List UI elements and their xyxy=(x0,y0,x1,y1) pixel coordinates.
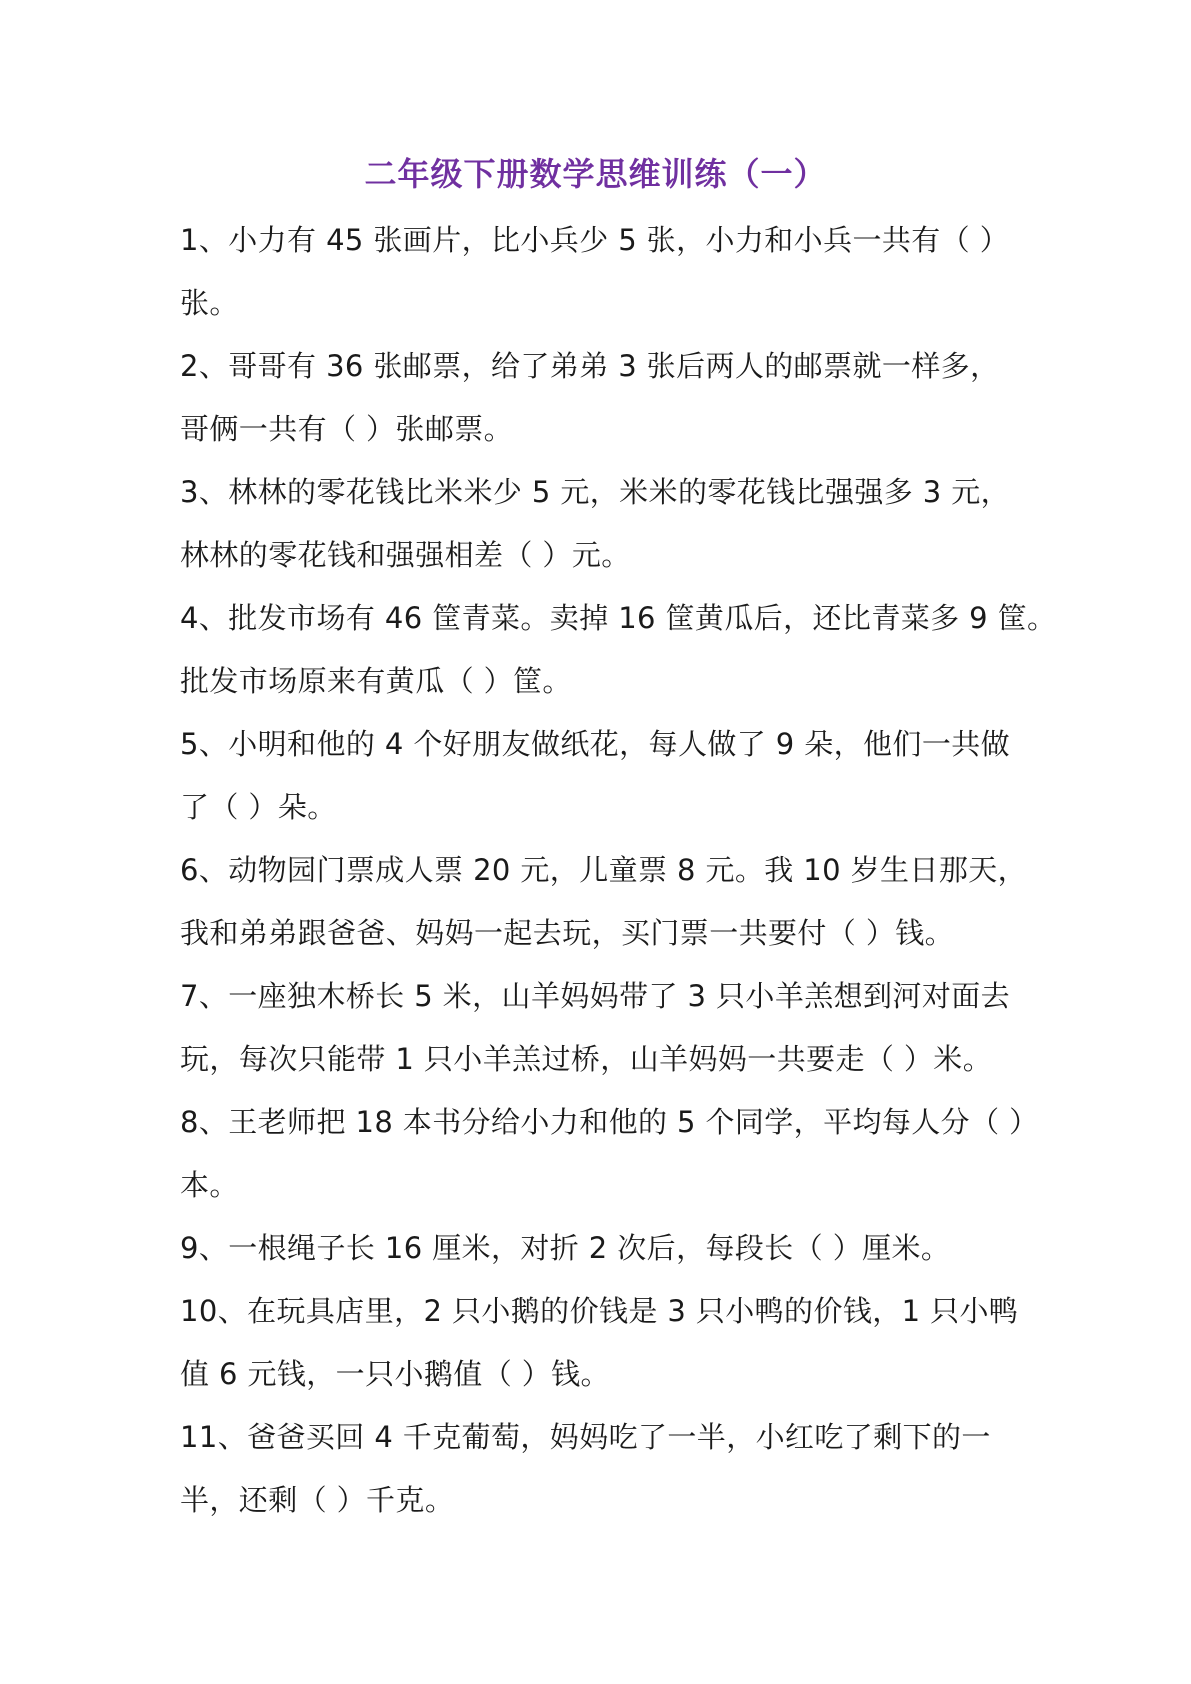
question-8-line-2: 本。 xyxy=(180,1168,239,1202)
question-7 xyxy=(180,965,1025,1091)
question-7-line-2: 玩，每次只能带 1 只小羊羔过桥，山羊妈妈一共要走（ ）米。 xyxy=(180,1042,993,1076)
question-2-line-2: 哥俩一共有（ ）张邮票。 xyxy=(180,412,514,446)
question-5-line-1: 5、小明和他的 4 个好朋友做纸花，每人做了 9 朵，他们一共做 xyxy=(180,727,1011,761)
question-4 xyxy=(180,587,1057,713)
question-6-line-2: 我和弟弟跟爸爸、妈妈一起去玩，买门票一共要付（ ）钱。 xyxy=(180,916,955,950)
question-1 xyxy=(180,209,1025,335)
question-11-line-1: 11、爸爸买回 4 千克葡萄，妈妈吃了一半，小红吃了剩下的一 xyxy=(180,1420,991,1454)
question-8 xyxy=(180,1091,1039,1217)
question-11 xyxy=(180,1406,1025,1532)
question-5-line-2: 了（ ）朵。 xyxy=(180,790,337,824)
question-6 xyxy=(180,839,1028,965)
question-list xyxy=(180,209,1057,1532)
question-3-line-1: 3、林林的零花钱比米米少 5 元，米米的零花钱比强强多 3 元， xyxy=(180,475,1011,509)
question-3 xyxy=(180,461,1025,587)
question-4-line-2: 批发市场原来有黄瓜（ ）筐。 xyxy=(180,664,572,698)
question-11-line-2: 半，还剩（ ）千克。 xyxy=(180,1483,455,1517)
question-1-line-1: 1、小力有 45 张画片，比小兵少 5 张，小力和小兵一共有（ ） xyxy=(180,223,1010,257)
question-9-line-1: 9、一根绳子长 16 厘米，对折 2 次后，每段长（ ）厘米。 xyxy=(180,1231,951,1265)
question-7-line-1: 7、一座独木桥长 5 米，山羊妈妈带了 3 只小羊羔想到河对面去 xyxy=(180,979,1011,1013)
question-4-line-1: 4、批发市场有 46 筐青菜。卖掉 16 筐黄瓜后，还比青菜多 9 筐。 xyxy=(180,601,1057,635)
question-10-line-2: 值 6 元钱，一只小鹅值（ ）钱。 xyxy=(180,1357,610,1391)
question-2 xyxy=(180,335,1025,461)
question-3-line-2: 林林的零花钱和强强相差（ ）元。 xyxy=(180,538,631,572)
question-5 xyxy=(180,713,1025,839)
question-1-line-2: 张。 xyxy=(180,286,239,320)
question-6-line-1: 6、动物园门票成人票 20 元，儿童票 8 元。我 10 岁生日那天， xyxy=(180,853,1028,887)
question-10 xyxy=(180,1280,1025,1406)
worksheet-title: 二年级下册数学思维训练（一） xyxy=(364,155,827,193)
question-2-line-1: 2、哥哥有 36 张邮票，给了弟弟 3 张后两人的邮票就一样多， xyxy=(180,349,1000,383)
question-8-line-1: 8、王老师把 18 本书分给小力和他的 5 个同学，平均每人分（ ） xyxy=(180,1105,1039,1139)
question-10-line-1: 10、在玩具店里，2 只小鹅的价钱是 3 只小鸭的价钱，1 只小鸭 xyxy=(180,1294,1019,1328)
question-9 xyxy=(180,1217,1025,1280)
